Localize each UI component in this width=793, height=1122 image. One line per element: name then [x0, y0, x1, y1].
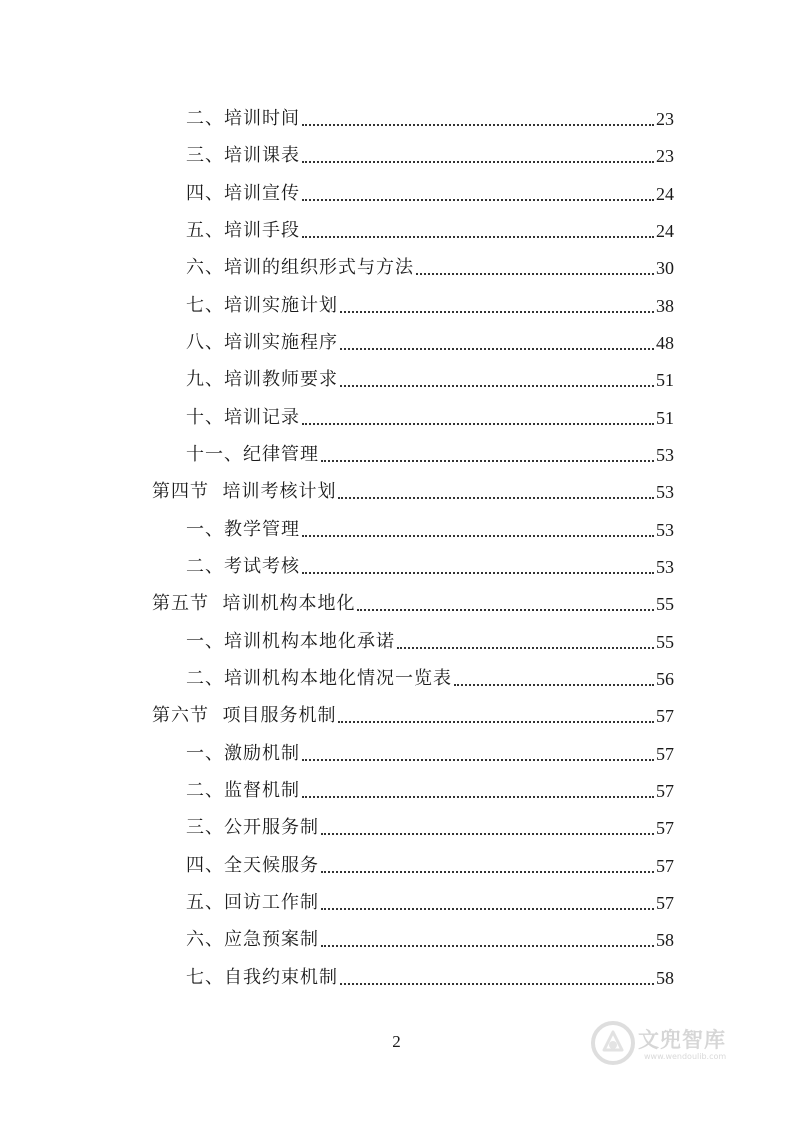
toc-entry-page: 24 [656, 221, 674, 241]
toc-entry-page: 53 [656, 482, 674, 502]
toc-entry[interactable] [186, 517, 674, 543]
toc-section-entry[interactable] [152, 703, 674, 729]
toc-entry-page: 57 [656, 781, 674, 801]
toc-dot-leader [321, 945, 654, 947]
toc-dot-leader [397, 647, 654, 649]
toc-entry[interactable] [186, 554, 674, 580]
toc-dot-leader [416, 273, 654, 275]
toc-entry-page: 55 [656, 594, 674, 614]
toc-entry-page: 38 [656, 296, 674, 316]
toc-entry-title: 三、培训课表 [186, 145, 300, 166]
toc-entry-title: 第五节 培训机构本地化 [152, 593, 356, 614]
toc-entry-title: 九、培训教师要求 [186, 369, 338, 390]
toc-dot-leader [302, 572, 654, 574]
toc-dot-leader [302, 796, 654, 798]
toc-dot-leader [302, 759, 654, 761]
page-number: 2 [392, 1032, 401, 1051]
toc-entry[interactable] [186, 143, 674, 169]
toc-entry[interactable] [186, 218, 674, 244]
toc-entry-page: 57 [656, 706, 674, 726]
toc-dot-leader [357, 609, 654, 611]
toc-entry-page: 24 [656, 184, 674, 204]
toc-entry[interactable] [186, 181, 674, 207]
toc-entry-page: 23 [656, 146, 674, 166]
toc-entry-page: 57 [656, 856, 674, 876]
toc-entry[interactable] [186, 106, 674, 132]
toc-entry-page: 57 [656, 893, 674, 913]
toc-dot-leader [340, 311, 654, 313]
toc-entry-title: 四、培训宣传 [186, 183, 300, 204]
toc-entry-title: 十一、纪律管理 [186, 444, 319, 465]
toc-entry-page: 51 [656, 370, 674, 390]
toc-entry-page: 23 [656, 109, 674, 129]
toc-entry-page: 51 [656, 408, 674, 428]
toc-section-entry[interactable] [152, 479, 674, 505]
toc-entry[interactable] [186, 629, 674, 655]
toc-entry-title: 一、教学管理 [186, 519, 300, 540]
toc-entry[interactable] [186, 778, 674, 804]
toc-entry[interactable] [186, 890, 674, 916]
toc-dot-leader [340, 385, 654, 387]
toc-entry-page: 58 [656, 930, 674, 950]
toc-section-entry[interactable] [152, 591, 674, 617]
toc-entry-title: 六、培训的组织形式与方法 [186, 257, 414, 278]
toc-entry-page: 56 [656, 669, 674, 689]
toc-dot-leader [321, 871, 654, 873]
toc-entry-page: 30 [656, 258, 674, 278]
toc-entry-title: 四、全天候服务 [186, 855, 319, 876]
toc-entry-title: 八、培训实施程序 [186, 332, 338, 353]
watermark-name: 文兜智库 [638, 1028, 726, 1052]
toc-entry-title: 六、应急预案制 [186, 929, 319, 950]
toc-entry-page: 57 [656, 818, 674, 838]
toc-entry-title: 一、培训机构本地化承诺 [186, 631, 395, 652]
toc-dot-leader [321, 460, 654, 462]
watermark-url: www.wendoulib.com [644, 1052, 727, 1061]
watermark [590, 1018, 750, 1074]
toc-entry[interactable] [186, 853, 674, 879]
toc-entry-title: 第六节 项目服务机制 [152, 705, 337, 726]
toc-dot-leader [340, 348, 654, 350]
toc-entry-title: 七、培训实施计划 [186, 295, 338, 316]
toc-entry-page: 58 [656, 968, 674, 988]
toc-entry[interactable] [186, 741, 674, 767]
toc-entry-title: 一、激励机制 [186, 743, 300, 764]
toc-entry-title: 五、培训手段 [186, 220, 300, 241]
toc-dot-leader [321, 908, 654, 910]
toc-entry-title: 二、培训时间 [186, 108, 300, 129]
toc-entry-page: 57 [656, 744, 674, 764]
toc-entry-title: 十、培训记录 [186, 407, 300, 428]
toc-dot-leader [302, 161, 654, 163]
toc-entry[interactable] [186, 965, 674, 991]
toc-dot-leader [340, 983, 654, 985]
toc-dot-leader [302, 535, 654, 537]
toc-entry[interactable] [186, 666, 674, 692]
toc-entry-title: 第四节 培训考核计划 [152, 481, 337, 502]
toc-dot-leader [338, 497, 654, 499]
toc-dot-leader [454, 684, 654, 686]
toc-entry[interactable] [186, 442, 674, 468]
watermark-logo-icon [590, 1020, 636, 1066]
toc-dot-leader [302, 124, 654, 126]
toc-entry-page: 53 [656, 520, 674, 540]
toc-entry[interactable] [186, 405, 674, 431]
toc-dot-leader [302, 423, 654, 425]
toc-dot-leader [302, 199, 654, 201]
toc-entry[interactable] [186, 255, 674, 281]
toc-dot-leader [302, 236, 654, 238]
toc-entry[interactable] [186, 293, 674, 319]
toc-entry[interactable] [186, 815, 674, 841]
toc-entry-title: 七、自我约束机制 [186, 967, 338, 988]
toc-entry-title: 二、考试考核 [186, 556, 300, 577]
toc-entry[interactable] [186, 367, 674, 393]
toc-entry-page: 53 [656, 445, 674, 465]
toc-entry-page: 53 [656, 557, 674, 577]
toc-entry-page: 55 [656, 632, 674, 652]
toc-entry-title: 二、监督机制 [186, 780, 300, 801]
toc-entry-title: 五、回访工作制 [186, 892, 319, 913]
toc-dot-leader [321, 833, 654, 835]
toc-entry[interactable] [186, 330, 674, 356]
toc-entry-page: 48 [656, 333, 674, 353]
toc-entry-title: 二、培训机构本地化情况一览表 [186, 668, 452, 689]
toc-dot-leader [338, 721, 654, 723]
toc-entry-title: 三、公开服务制 [186, 817, 319, 838]
toc-entry[interactable] [186, 927, 674, 953]
